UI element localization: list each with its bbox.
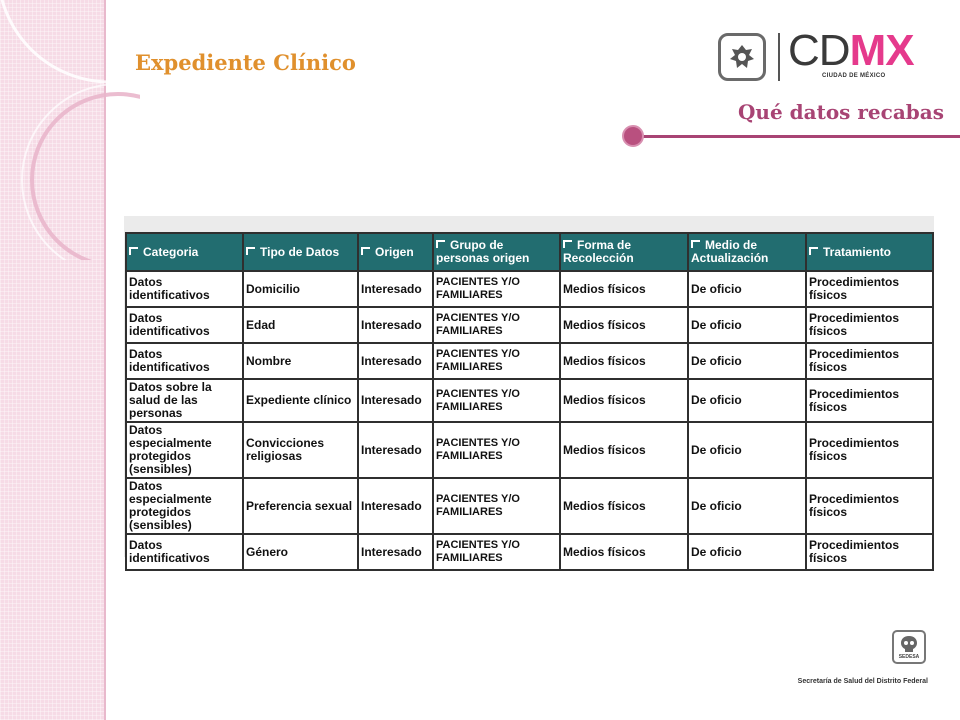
cell-tipo-de-datos: Convicciones religiosas (243, 422, 358, 478)
column-header-tratamiento[interactable] (806, 233, 933, 271)
data-table (125, 232, 934, 571)
cell-forma: Medios físicos (560, 478, 688, 534)
cell-origen: Interesado (358, 307, 433, 343)
cell-categoria: Datos identificativos (126, 271, 243, 307)
column-header-forma-de-recoleccion[interactable] (560, 233, 688, 271)
table-row (126, 343, 933, 379)
logo-mx-text: MX (849, 26, 914, 75)
header-sort-icon (436, 240, 445, 248)
cell-categoria: Datos especialmente protegidos (sensibles) (126, 422, 243, 478)
accent-dot (622, 125, 644, 147)
column-header-categoria[interactable] (126, 233, 243, 271)
cell-origen: Interesado (358, 534, 433, 570)
cell-origen: Interesado (358, 478, 433, 534)
cell-tipo-de-datos: Género (243, 534, 358, 570)
cell-medio: De oficio (688, 271, 806, 307)
cell-categoria: Datos sobre la salud de las personas (126, 379, 243, 422)
table-panel (124, 216, 934, 565)
cell-tratamiento: Procedimientos físicos (806, 307, 933, 343)
cell-categoria: Datos identificativos (126, 534, 243, 570)
cell-tratamiento: Procedimientos físicos (806, 422, 933, 478)
table-row (126, 534, 933, 570)
cell-categoria: Datos identificativos (126, 307, 243, 343)
cell-medio: De oficio (688, 478, 806, 534)
cell-medio: De oficio (688, 379, 806, 422)
cell-forma: Medios físicos (560, 379, 688, 422)
cell-grupo: PACIENTES Y/O FAMILIARES (433, 307, 560, 343)
column-header-label: Medio de Actualización (691, 238, 769, 265)
column-header-grupo-de-personas[interactable] (433, 233, 560, 271)
sedesa-label: SEDESA (898, 653, 920, 660)
cell-tratamiento: Procedimientos físicos (806, 343, 933, 379)
column-header-label: Categoria (143, 244, 199, 259)
table-row (126, 422, 933, 478)
column-header-tipo-de-datos[interactable] (243, 233, 358, 271)
cell-tratamiento: Procedimientos físicos (806, 534, 933, 570)
cell-categoria: Datos identificativos (126, 343, 243, 379)
header-sort-icon (129, 247, 138, 255)
header-sort-icon (563, 240, 572, 248)
column-header-label: Tipo de Datos (260, 244, 340, 259)
cell-tratamiento: Procedimientos físicos (806, 379, 933, 422)
cell-tipo-de-datos: Domicilio (243, 271, 358, 307)
cell-origen: Interesado (358, 422, 433, 478)
logo-divider (778, 33, 780, 81)
cell-origen: Interesado (358, 271, 433, 307)
cdmx-seal-icon (718, 33, 766, 81)
cell-forma: Medios físicos (560, 271, 688, 307)
logo-cd-text: CD (788, 26, 850, 75)
column-header-label: Forma de Recolección (563, 238, 634, 265)
table-row (126, 307, 933, 343)
column-header-label: Tratamiento (823, 244, 892, 259)
cell-medio: De oficio (688, 307, 806, 343)
cell-grupo: PACIENTES Y/O FAMILIARES (433, 271, 560, 307)
table-header-row (126, 233, 933, 271)
cell-origen: Interesado (358, 379, 433, 422)
cell-tipo-de-datos: Nombre (243, 343, 358, 379)
cell-forma: Medios físicos (560, 422, 688, 478)
cell-forma: Medios físicos (560, 307, 688, 343)
cell-medio: De oficio (688, 422, 806, 478)
cell-origen: Interesado (358, 343, 433, 379)
logo-caption: CIUDAD DE MÉXICO (822, 73, 886, 79)
cell-tipo-de-datos: Expediente clínico (243, 379, 358, 422)
cell-grupo: PACIENTES Y/O FAMILIARES (433, 422, 560, 478)
cell-tratamiento: Procedimientos físicos (806, 271, 933, 307)
page-title: Expediente Clínico (135, 50, 356, 75)
column-header-label: Grupo de personas origen (436, 238, 530, 265)
section-subtitle: Qué datos recabas (738, 100, 944, 124)
cell-tratamiento: Procedimientos físicos (806, 478, 933, 534)
cell-forma: Medios físicos (560, 343, 688, 379)
header-sort-icon (361, 247, 370, 255)
column-header-origen[interactable] (358, 233, 433, 271)
column-header-medio-de-actualizacion[interactable] (688, 233, 806, 271)
cell-grupo: PACIENTES Y/O FAMILIARES (433, 534, 560, 570)
cell-tipo-de-datos: Preferencia sexual (243, 478, 358, 534)
header-sort-icon (691, 240, 700, 248)
header-sort-icon (246, 247, 255, 255)
cell-grupo: PACIENTES Y/O FAMILIARES (433, 343, 560, 379)
header-sort-icon (809, 247, 818, 255)
cell-forma: Medios físicos (560, 534, 688, 570)
cell-grupo: PACIENTES Y/O FAMILIARES (433, 478, 560, 534)
accent-line (633, 135, 960, 138)
table-row (126, 478, 933, 534)
cell-medio: De oficio (688, 534, 806, 570)
table-row (126, 271, 933, 307)
cell-medio: De oficio (688, 343, 806, 379)
table-row (126, 379, 933, 422)
decorative-rings (0, 0, 140, 260)
sedesa-seal-icon (892, 630, 926, 664)
footer-text: Secretaría de Salud del Distrito Federal (797, 678, 928, 685)
cell-tipo-de-datos: Edad (243, 307, 358, 343)
cell-categoria: Datos especialmente protegidos (sensibles) (126, 478, 243, 534)
column-header-label: Origen (375, 244, 414, 259)
cell-grupo: PACIENTES Y/O FAMILIARES (433, 379, 560, 422)
cdmx-logo (788, 26, 914, 76)
